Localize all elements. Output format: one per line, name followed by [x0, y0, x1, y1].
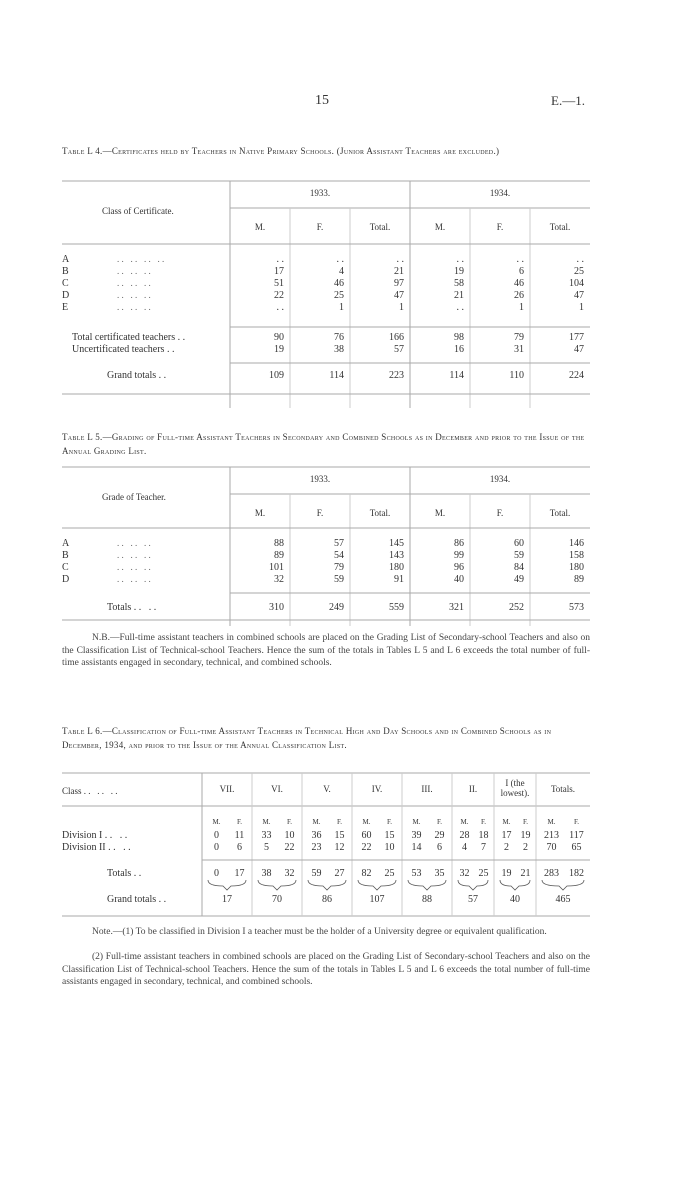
- table5-row-leader: . . . . . .: [117, 550, 151, 560]
- table5-totals-cell: 559: [389, 602, 404, 613]
- table4-cell: 47: [574, 290, 584, 301]
- table6-caption: Table L 6.—Classification of Full-time Assistant Teachers in Technical High and Day Schools and in Combined Schools as in December, 1934, and prior to the Issue of the Annual Classification List.: [62, 726, 552, 750]
- table4-grand-cell: 223: [389, 370, 404, 381]
- table5-totals-cell: 321: [449, 602, 464, 613]
- table6-mf-header: F.: [522, 818, 529, 826]
- table6-totals-cell: 25: [384, 868, 395, 879]
- table5-totals-label: Totals . . . .: [107, 602, 157, 613]
- table4-cell: 1: [339, 302, 344, 313]
- table6-totals-cell: 32: [284, 868, 295, 879]
- table6-totals-cell: 53: [411, 868, 422, 879]
- table4-total-cell: 98: [454, 332, 464, 343]
- table4-row-leader: . . . . . .: [117, 278, 151, 288]
- table4-year-1933: 1933.: [309, 188, 331, 198]
- table5-cell: 59: [334, 574, 344, 585]
- table4-cell: 25: [574, 266, 584, 277]
- table4-cell: 6: [519, 266, 524, 277]
- table5-cell: 99: [454, 550, 464, 561]
- table6-totals-cell: 25: [478, 868, 489, 879]
- table6-mf-header: M.: [362, 818, 371, 826]
- table6-cell: 36: [311, 830, 322, 841]
- table4-cell: . .: [276, 254, 284, 265]
- table6-grand-cell: 465: [555, 894, 571, 905]
- table4-cell: 46: [334, 278, 344, 289]
- table6-cell: 6: [437, 842, 442, 853]
- table5-col-header: M.: [434, 508, 446, 518]
- table5-cell: 143: [389, 550, 404, 561]
- table4-total-cell: 47: [574, 344, 584, 355]
- table6-cell: 0: [214, 830, 219, 841]
- table6-grand-cell: 70: [272, 894, 282, 905]
- table6-totals-cell: 59: [311, 868, 322, 879]
- table6-cell: 5: [264, 842, 269, 853]
- table6-cell: 0: [214, 842, 219, 853]
- table4-cell: 46: [514, 278, 524, 289]
- table5-row-label: C: [62, 562, 69, 573]
- grouping-brace: [542, 880, 584, 890]
- table5-totals-cell: 249: [329, 602, 344, 613]
- table5-cell: 88: [274, 538, 284, 549]
- table6-cell: 14: [411, 842, 422, 853]
- table4-grand-cell: 114: [329, 370, 344, 381]
- table5-cell: 40: [454, 574, 464, 585]
- table6-mf-header: F.: [286, 818, 293, 826]
- table4-cell: . .: [456, 254, 464, 265]
- table4-total-cell: 19: [274, 344, 284, 355]
- table4-total-cell: 16: [454, 344, 464, 355]
- table5-cell: 54: [334, 550, 344, 561]
- table5-col-header: Total.: [369, 508, 391, 518]
- table5-cell: 49: [514, 574, 524, 585]
- table6-grand-cell: 86: [322, 894, 332, 905]
- table4-total-label: Uncertificated teachers . .: [72, 344, 175, 355]
- table4-cell: 26: [514, 290, 524, 301]
- table6-cell: 23: [311, 842, 322, 853]
- table4-stub-header: Class of Certificate.: [102, 206, 174, 216]
- table5-cell: 101: [269, 562, 284, 573]
- table4-total-cell: 177: [569, 332, 584, 343]
- table6-mf-header: F.: [480, 818, 487, 826]
- table6-totals-cell: 21: [520, 868, 531, 879]
- table5-stub-header: Grade of Teacher.: [102, 492, 166, 502]
- table6-mf-header: F.: [336, 818, 343, 826]
- table5-cell: 84: [514, 562, 524, 573]
- table6-totals-cell: 38: [261, 868, 272, 879]
- table5-totals-cell: 573: [569, 602, 584, 613]
- table6-cell: 12: [334, 842, 345, 853]
- table6-cell: 17: [501, 830, 512, 841]
- table4-cell: 1: [579, 302, 584, 313]
- table6-mf-header: M.: [262, 818, 271, 826]
- grouping-brace: [308, 880, 346, 890]
- table6-mf-header: M.: [312, 818, 321, 826]
- table5-totals-cell: 252: [509, 602, 524, 613]
- table6-cell: 65: [571, 842, 582, 853]
- table6-mf-header: F.: [573, 818, 580, 826]
- grouping-brace: [408, 880, 446, 890]
- table5-cell: 86: [454, 538, 464, 549]
- table5-totals-cell: 310: [269, 602, 284, 613]
- table4-cell: 25: [334, 290, 344, 301]
- table6-row-label: Division II . . . .: [62, 842, 131, 853]
- grouping-brace: [500, 880, 530, 890]
- table4-cell: 21: [454, 290, 464, 301]
- table5-cell: 32: [274, 574, 284, 585]
- table6-note-1: Note.—(1) To be classified in Division I a teacher must be the holder of a University degree or equivalent qualification.: [92, 927, 547, 937]
- table4-row-label: B: [62, 266, 69, 277]
- table5-row-leader: . . . . . .: [117, 538, 151, 548]
- table5-cell: 145: [389, 538, 404, 549]
- table4-row-leader: . . . . . . . .: [117, 254, 165, 264]
- table6-totals-cell: 182: [569, 868, 584, 879]
- table6-class-header: VI.: [271, 784, 283, 794]
- table6-cell: 2: [504, 842, 509, 853]
- table6-class-header: Totals.: [550, 784, 576, 794]
- table6-cell: 39: [411, 830, 422, 841]
- table5-caption: Table L 5.—Grading of Full-time Assistant Teachers in Secondary and Combined Schools as in December and prior to the Issue of the Annual Grading List.: [62, 432, 585, 456]
- table6-grand-cell: 40: [510, 894, 520, 905]
- table4-grand-label: Grand totals . .: [107, 370, 167, 381]
- table4-cell: . .: [456, 302, 464, 313]
- page-reference: E.—1.: [551, 93, 585, 108]
- table6-mf-header: F.: [236, 818, 243, 826]
- table4-cell: . .: [336, 254, 344, 265]
- table4-col-header: Total.: [549, 222, 571, 232]
- table5-cell: 89: [274, 550, 284, 561]
- table6-totals-cell: 82: [361, 868, 372, 879]
- table5-cell: 60: [514, 538, 524, 549]
- table5-cell: 57: [334, 538, 344, 549]
- table4-cell: 47: [394, 290, 404, 301]
- table5-year-1933: 1933.: [309, 474, 331, 484]
- table4-cell: . .: [396, 254, 404, 265]
- table5-year-1934: 1934.: [489, 474, 511, 484]
- table4-cell: 58: [454, 278, 464, 289]
- table4-row-label: E: [62, 302, 69, 313]
- table6-stub-header: Class . . . . . .: [62, 786, 118, 796]
- table6-class-header: V.: [323, 784, 331, 794]
- table4-total-label: Total certificated teachers . .: [72, 332, 186, 343]
- table6-row-label: Division I . . . .: [62, 830, 128, 841]
- table4-total-cell: 31: [514, 344, 524, 355]
- table6-totals-label: Totals . .: [107, 868, 142, 879]
- table6-cell: 4: [462, 842, 467, 853]
- table6-mf-header: M.: [547, 818, 556, 826]
- table4-total-cell: 38: [334, 344, 344, 355]
- table5-row-leader: . . . . . .: [117, 574, 151, 584]
- table6-cell: 2: [523, 842, 528, 853]
- table4-total-cell: 79: [514, 332, 524, 343]
- table5-cell: 158: [569, 550, 584, 561]
- table6-mf-header: M.: [212, 818, 221, 826]
- table6-cell: 15: [384, 830, 395, 841]
- table6-class-header: I (the lowest).: [500, 778, 530, 798]
- table6-cell: 117: [569, 830, 584, 841]
- table4-row-label: D: [62, 290, 70, 301]
- table6-totals-cell: 283: [544, 868, 559, 879]
- table4-total-cell: 76: [334, 332, 344, 343]
- table6-mf-header: M.: [460, 818, 469, 826]
- table6-cell: 11: [234, 830, 245, 841]
- table4-grand-cell: 114: [449, 370, 464, 381]
- table5-cell: 59: [514, 550, 524, 561]
- table4-cell: . .: [516, 254, 524, 265]
- table4-total-cell: 166: [389, 332, 404, 343]
- table6-cell: 10: [384, 842, 395, 853]
- table5-cell: 180: [389, 562, 404, 573]
- table6-mf-header: F.: [386, 818, 393, 826]
- grouping-brace: [458, 880, 488, 890]
- table6-cell: 15: [334, 830, 345, 841]
- table6-grand-cell: 57: [468, 894, 478, 905]
- table4-cell: 4: [339, 266, 344, 277]
- table4-col-header: F.: [496, 222, 504, 232]
- grouping-brace: [258, 880, 296, 890]
- table6-cell: 19: [520, 830, 531, 841]
- table4-cell: 104: [569, 278, 584, 289]
- table6-cell: 7: [481, 842, 486, 853]
- table6-mf-header: M.: [412, 818, 421, 826]
- table6-class-header: VII.: [219, 784, 235, 794]
- table6-grand-cell: 107: [369, 894, 385, 905]
- table5-cell: 180: [569, 562, 584, 573]
- table4-cell: 19: [454, 266, 464, 277]
- table6-cell: 18: [478, 830, 489, 841]
- page-number: 15: [315, 93, 329, 108]
- table5-cell: 96: [454, 562, 464, 573]
- table6-totals-cell: 35: [434, 868, 445, 879]
- table4-row-label: C: [62, 278, 69, 289]
- table4-grand-cell: 110: [509, 370, 524, 381]
- table5-col-header: Total.: [549, 508, 571, 518]
- table6-cell: 10: [284, 830, 295, 841]
- table6-grand-label: Grand totals . .: [107, 894, 167, 905]
- table4-cell: . .: [576, 254, 584, 265]
- table4-row-leader: . . . . . .: [117, 302, 151, 312]
- table5-row-leader: . . . . . .: [117, 562, 151, 572]
- table4-cell: 22: [274, 290, 284, 301]
- table4-row-leader: . . . . . .: [117, 266, 151, 276]
- table6-class-header: II.: [468, 784, 478, 794]
- table6-totals-cell: 17: [234, 868, 245, 879]
- table4-grand-cell: 224: [569, 370, 584, 381]
- table4-col-header: F.: [316, 222, 324, 232]
- table6-totals-cell: 0: [214, 868, 219, 879]
- table5-col-header: F.: [496, 508, 504, 518]
- table4-cell: 17: [274, 266, 284, 277]
- table4-col-header: M.: [254, 222, 266, 232]
- table4-caption: Table L 4.—Certificates held by Teachers in Native Primary Schools. (Junior Assistant Teachers are excluded.): [62, 146, 500, 156]
- table5-row-label: A: [62, 538, 70, 549]
- table5-cell: 91: [394, 574, 404, 585]
- table6-mf-header: M.: [502, 818, 511, 826]
- table4-cell: 1: [519, 302, 524, 313]
- table4-col-header: Total.: [369, 222, 391, 232]
- table4-cell: 21: [394, 266, 404, 277]
- table4-row-label: A: [62, 254, 70, 265]
- table4-total-cell: 90: [274, 332, 284, 343]
- table6-cell: 60: [361, 830, 372, 841]
- table4-grand-cell: 109: [269, 370, 284, 381]
- table6-cell: 22: [361, 842, 372, 853]
- table4-col-header: M.: [434, 222, 446, 232]
- table6-mf-header: F.: [436, 818, 443, 826]
- table5-row-label: B: [62, 550, 69, 561]
- table5-row-label: D: [62, 574, 70, 585]
- table6-cell: 29: [434, 830, 445, 841]
- table5-note: N.B.—Full-time assistant teachers in combined schools are placed on the Grading List of Secondary-school Teachers and also on the Classification List of Technical-school Teachers. Hence the sum of the totals in Tables L 5 and L 6 exceeds the total number of full-time assistants engaged in secondary, technical, and combined schools.: [62, 633, 590, 668]
- table5-cell: 89: [574, 574, 584, 585]
- table6-class-header: III.: [421, 784, 433, 794]
- table4-cell: 1: [399, 302, 404, 313]
- table6-totals-cell: 19: [501, 868, 512, 879]
- table5-cell: 146: [569, 538, 584, 549]
- table6-cell: 6: [237, 842, 242, 853]
- table6-class-header: IV.: [371, 784, 383, 794]
- grouping-brace: [208, 880, 246, 890]
- table6-totals-cell: 32: [459, 868, 470, 879]
- table5-col-header: F.: [316, 508, 324, 518]
- table6-cell: 70: [546, 842, 557, 853]
- table4-row-leader: . . . . . .: [117, 290, 151, 300]
- table4-year-1934: 1934.: [489, 188, 511, 198]
- table4-cell: 51: [274, 278, 284, 289]
- table6-cell: 33: [261, 830, 272, 841]
- table4-total-cell: 57: [394, 344, 404, 355]
- table5-cell: 79: [334, 562, 344, 573]
- table6-cell: 28: [459, 830, 470, 841]
- table4-cell: 97: [394, 278, 404, 289]
- table5-col-header: M.: [254, 508, 266, 518]
- table6-grand-cell: 88: [422, 894, 432, 905]
- grouping-brace: [358, 880, 396, 890]
- table6-totals-cell: 27: [334, 868, 345, 879]
- table6-cell: 22: [284, 842, 295, 853]
- table6-note-2: (2) Full-time assistant teachers in combined schools are placed on the Grading List of Secondary-school Teachers and also on the Classification List of Technical-school Teachers. Hence the sum of the totals in Tables L 5 and L 6 exceeds the total number of full-time assistants engaged in secondary, technical, and combined schools.: [62, 952, 590, 987]
- table6-grand-cell: 17: [222, 894, 232, 905]
- table4-cell: . .: [276, 302, 284, 313]
- table6-cell: 213: [544, 830, 559, 841]
